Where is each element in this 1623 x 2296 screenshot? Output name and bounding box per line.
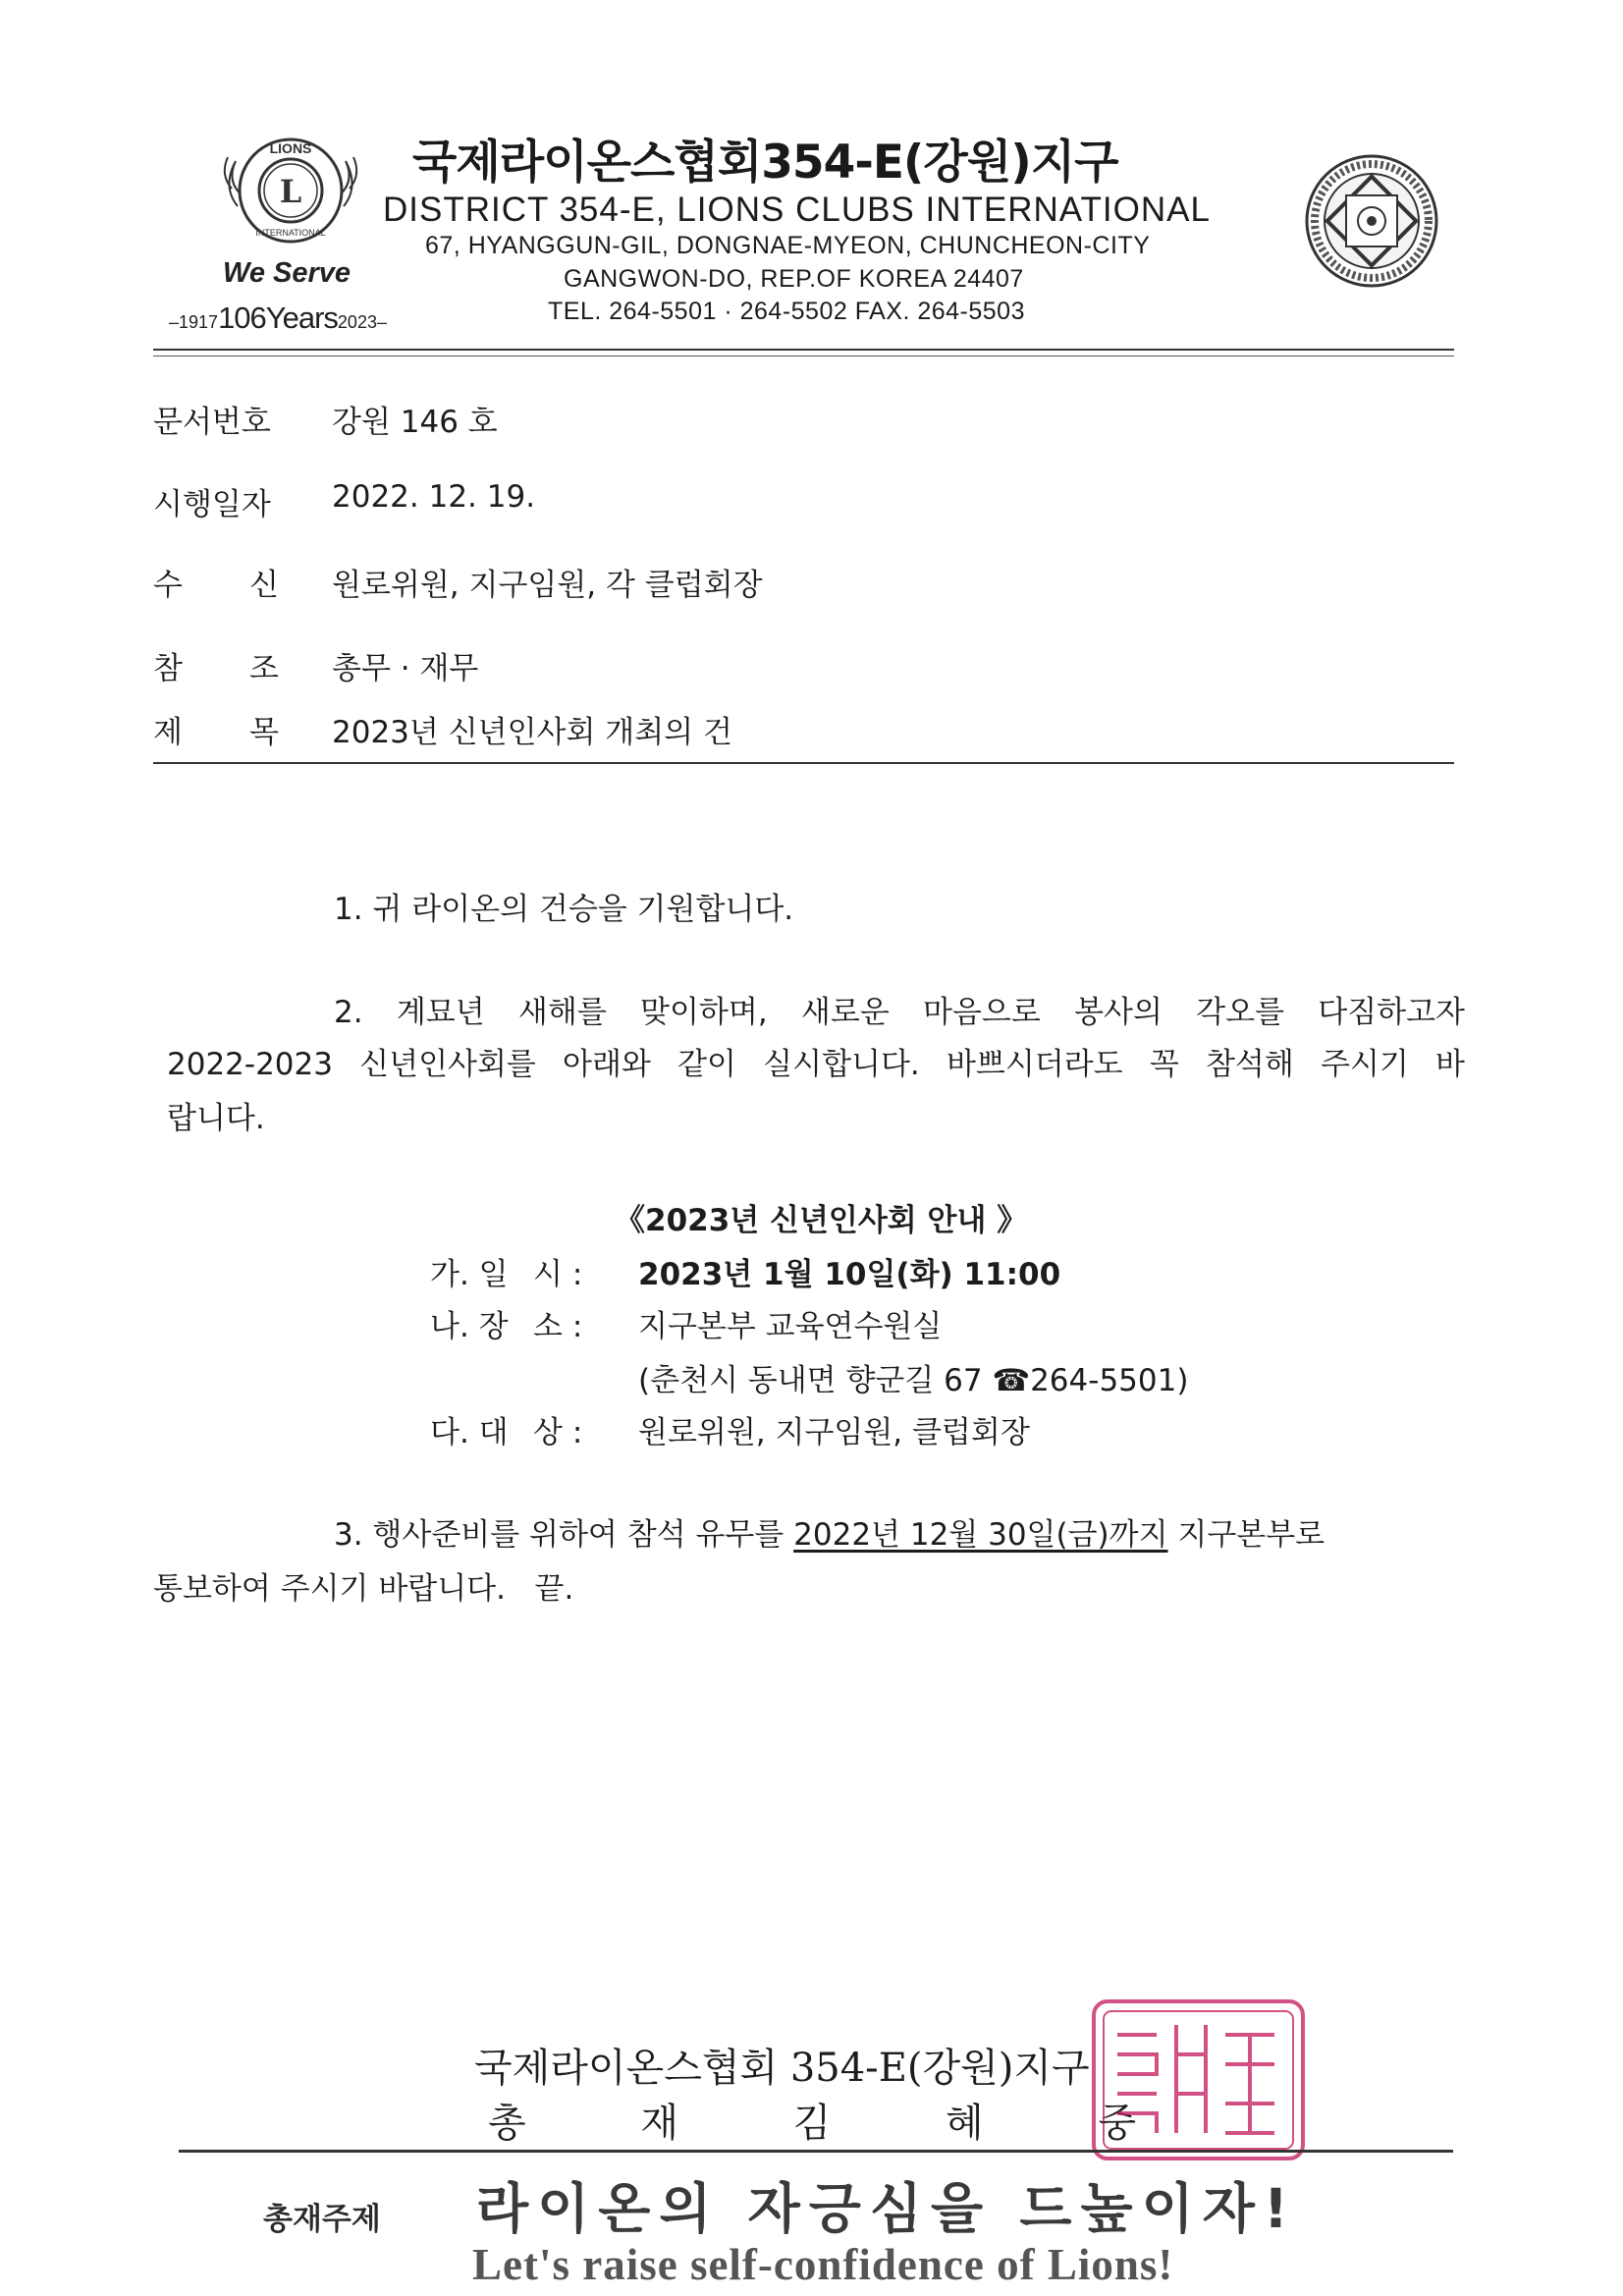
- sched-value-time: 2023년 1월 10일(화) 11:00: [638, 1257, 1061, 1292]
- date-label: 시행일자: [153, 487, 271, 522]
- reference-label-2: 조: [249, 651, 279, 686]
- sign-title-2: 재: [640, 2101, 678, 2146]
- schedule-title: 《2023년 신년인사회 안내 》: [615, 1203, 1028, 1238]
- paragraph-1: 1. 귀 라이온의 건승을 기원합니다.: [334, 892, 794, 927]
- paragraph-3-post: 지구본부로: [1177, 1517, 1325, 1553]
- sched-label-target-1: 다. 대: [430, 1415, 509, 1450]
- slogan: We Serve: [222, 257, 352, 289]
- signature-name: [488, 2092, 1136, 2148]
- sched-value-place: 지구본부 교육연수원실: [638, 1309, 943, 1344]
- paragraph-2-line3: 랍니다.: [167, 1101, 265, 1136]
- header-rule-thin: [153, 355, 1454, 356]
- sched-value-address: (춘천시 동내면 향군길 67 ☎264-5501): [638, 1363, 1189, 1398]
- reference-label-1: 참: [153, 651, 183, 686]
- paragraph-3-pre: 3. 행사준비를 위하여 참석 유무를: [334, 1517, 784, 1553]
- years-badge: –1917106Years2023–: [169, 301, 387, 335]
- subject-label: [153, 707, 279, 751]
- deadline: 2022년 12월 30일(금)까지: [793, 1517, 1168, 1553]
- sign-name-3: 중: [1098, 2101, 1136, 2146]
- logo-letter: L: [279, 173, 302, 210]
- paragraph-3-line1: [334, 1509, 1325, 1554]
- org-name-english: DISTRICT 354-E, LIONS CLUBS INTERNATIONAL: [383, 191, 1211, 229]
- official-seal-icon: [1088, 1995, 1309, 2164]
- reference-value: 총무 · 재무: [332, 651, 479, 686]
- org-name-korean: 국제라이온스협회354-E(강원)지구: [412, 136, 1118, 190]
- subject-label-2: 목: [249, 715, 279, 750]
- sched-label-time-1: 가. 일: [430, 1257, 509, 1292]
- footer-rule: [179, 2150, 1453, 2153]
- lions-logo-icon: [218, 128, 363, 255]
- motto-korean: 라이온의 자긍심을 드높이자!: [476, 2177, 1297, 2240]
- sign-name-2: 혜: [945, 2101, 984, 2146]
- subject-label-1: 제: [153, 715, 183, 750]
- district-emblem-icon: [1303, 152, 1440, 290]
- sign-title-1: 총: [488, 2101, 526, 2146]
- sched-label-place-1: 나. 장: [430, 1309, 509, 1344]
- reference-label: [153, 643, 279, 687]
- meta-rule: [153, 762, 1454, 764]
- recipient-value: 원로위원, 지구임원, 각 클럽회장: [332, 568, 763, 603]
- years-end: 2023: [337, 312, 377, 332]
- sched-label-place: 나. 장 소 :: [430, 1301, 582, 1345]
- subject-value: 2023년 신년인사회 개최의 건: [332, 715, 732, 750]
- signature-org: 국제라이온스협회 354-E(강원)지구: [474, 2046, 1090, 2091]
- sign-name-1: 김: [792, 2101, 832, 2146]
- paragraph-2-line1: 2. 계묘년 새해를 맞이하며, 새로운 마음으로 봉사의 각오를 다짐하고자: [334, 995, 1465, 1030]
- address-line1: 67, HYANGGUN-GIL, DONGNAE-MYEON, CHUNCHEON-CITY: [425, 232, 1151, 259]
- recipient-label-2: 신: [249, 568, 279, 603]
- tel-fax: TEL. 264-5501 · 264-5502 FAX. 264-5503: [548, 298, 1025, 325]
- sched-value-target: 원로위원, 지구임원, 클럽회장: [638, 1415, 1030, 1450]
- doc-no-value: 강원 146 호: [332, 405, 498, 440]
- paragraph-3-line2: 통보하여 주시기 바랍니다. 끝.: [153, 1571, 574, 1607]
- sched-label-target-2: 상: [533, 1415, 563, 1450]
- sched-label-target: 다. 대 상 :: [430, 1407, 582, 1451]
- years-start: 1917: [179, 312, 219, 332]
- motto-label: 총재주제: [263, 2202, 381, 2237]
- logo-text-top: LIONS: [269, 140, 312, 156]
- sched-label-time: 가. 일 시 :: [430, 1249, 582, 1293]
- motto-english: Let's raise self-confidence of Lions!: [472, 2240, 1174, 2289]
- recipient-label: [153, 560, 279, 604]
- years-count: 106Years: [218, 301, 338, 335]
- doc-no-label: 문서번호: [153, 405, 271, 440]
- header-rule: [153, 349, 1454, 351]
- address-line2: GANGWON-DO, REP.OF KOREA 24407: [564, 265, 1024, 293]
- sched-label-place-2: 소: [533, 1309, 563, 1344]
- logo-text-bottom: INTERNATIONAL: [255, 228, 326, 238]
- recipient-label-1: 수: [153, 568, 183, 603]
- date-value: 2022. 12. 19.: [332, 479, 536, 515]
- paragraph-2-line2: 2022-2023 신년인사회를 아래와 같이 실시합니다. 바쁘시더라도 꼭 참석해 주시기 바: [167, 1047, 1465, 1082]
- sched-label-time-2: 시: [533, 1257, 563, 1292]
